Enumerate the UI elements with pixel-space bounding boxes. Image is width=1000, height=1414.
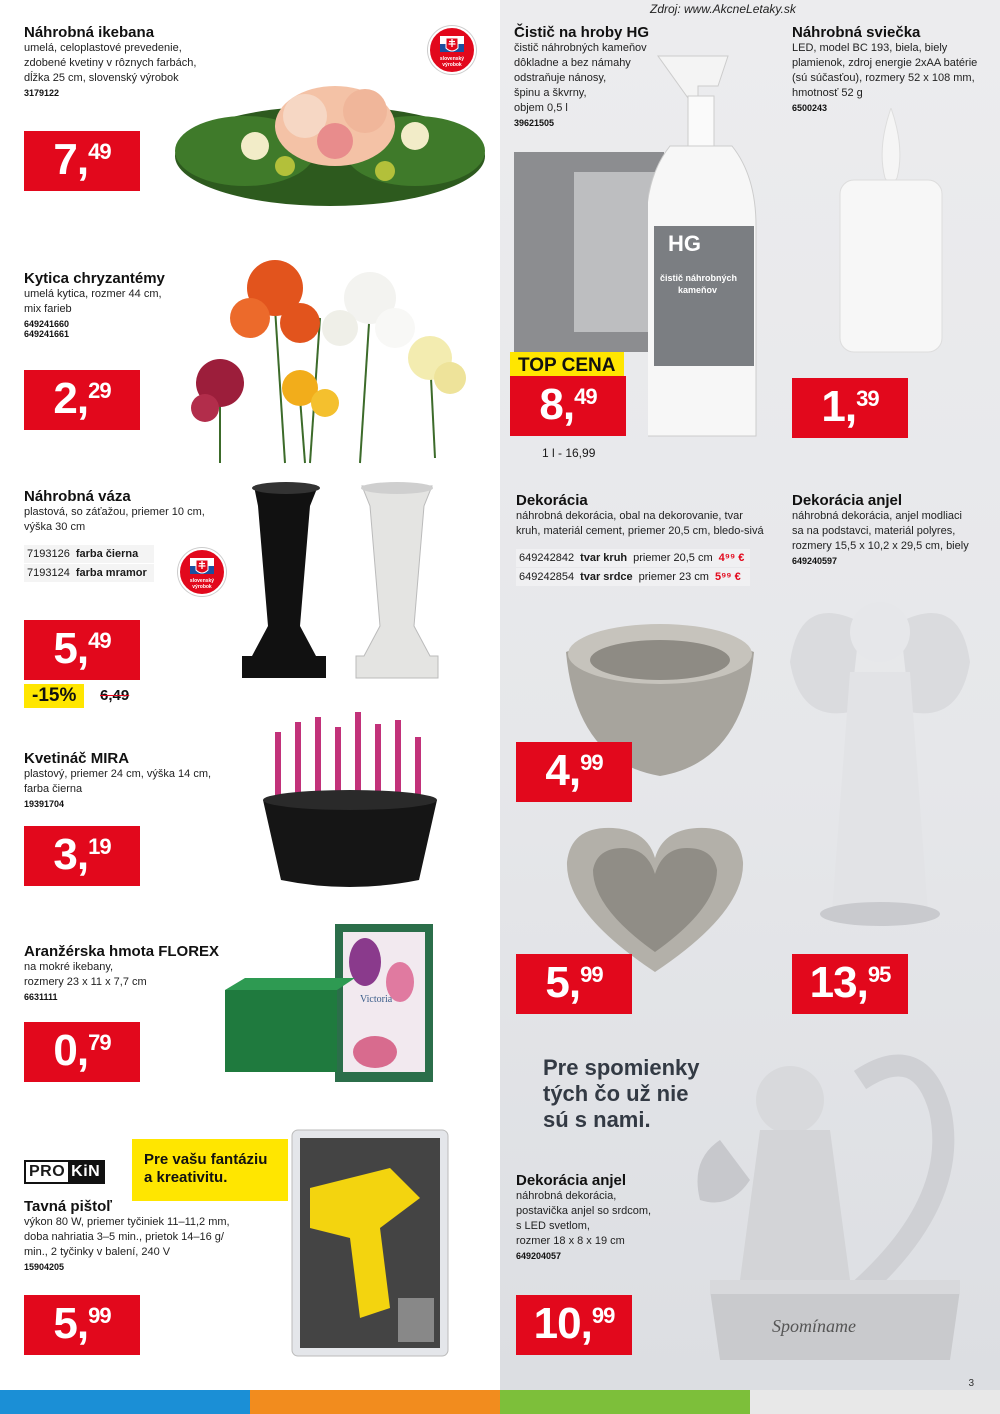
product-code: 649241660 [24, 319, 70, 329]
led-candle-image [836, 108, 946, 358]
product-description: umelá, celoplastové prevedenie, zdobené kvetiny v rôznych farbách, dĺžka 25 cm, slovenský výrobok [24, 42, 197, 84]
price-tag-vaza: 5,49 [24, 620, 140, 680]
product-title: Náhrobná ikebana [24, 24, 155, 41]
product-description: na mokré ikebany, rozmery 23 x 11 x 7,7 cm [24, 961, 147, 988]
product-description: náhrobná dekorácia, postavička anjel so srdcom, s LED svetlom, rozmer 18 x 8 x 19 cm [516, 1190, 652, 1247]
price-tag-dekoracia-srdce: 5,99 [516, 954, 632, 1014]
price-tag-hmota: 0,79 [24, 1022, 140, 1082]
color-bar [0, 1390, 1000, 1414]
product-code: 6500243 [792, 103, 828, 113]
product-code: 649241661 [24, 329, 70, 339]
variant-row: 7193124 farba mramor [24, 564, 154, 582]
creativity-slogan: Pre vašu fantáziu a kreativitu. [132, 1139, 288, 1201]
product-svieca-info [792, 24, 977, 113]
variant-list [516, 549, 750, 586]
product-code: 19391704 [24, 799, 65, 809]
product-code: 3179122 [24, 88, 60, 98]
product-title: Dekorácia [516, 492, 588, 509]
price-tag-pistol: 5,99 [24, 1295, 140, 1355]
product-kytica-info [24, 270, 165, 339]
unit-price: 1 l - 16,99 [542, 446, 596, 460]
price-tag-svieca: 1,39 [792, 378, 908, 438]
gravestone-photo [514, 152, 664, 352]
product-code: 15904205 [24, 1262, 65, 1272]
ikebana-image [165, 56, 495, 226]
product-description: plastový, priemer 24 cm, výška 14 cm, farba čierna [24, 768, 212, 795]
praying-angel-image [790, 582, 970, 942]
price-tag-cistic: 8,49 [510, 376, 626, 436]
product-pistol-info [24, 1198, 230, 1272]
price-tag-kvetinac: 3,19 [24, 826, 140, 886]
product-title: Tavná pištoľ [24, 1198, 113, 1215]
product-description: výkon 80 W, priemer tyčiniek 11–11,2 mm, doba nahriatia 3–5 min., prietok 14–16 g/ min., 2 tyčinky v balení, 240 V [24, 1216, 230, 1258]
price-tag-anjel: 13,95 [792, 954, 908, 1014]
price-tag-anjel2: 10,99 [516, 1295, 632, 1355]
price-tag-kytica: 2,29 [24, 370, 140, 430]
flowerpot-image [255, 712, 445, 892]
variant-row: 7193126 farba čierna [24, 545, 154, 563]
product-title: Kytica chryzantémy [24, 270, 165, 287]
slovak-product-badge: slovenský výrobok [178, 548, 226, 596]
memorial-slogan: Pre spomienky tých čo už nie sú s nami. [543, 1055, 700, 1132]
product-description: plastová, so záťažou, priemer 10 cm, výška 30 cm [24, 506, 205, 533]
slovak-product-badge: slovenský výrobok [428, 26, 476, 74]
color-bar-blue [0, 1390, 250, 1414]
vases-image [240, 478, 450, 693]
glue-gun-image [290, 1128, 450, 1358]
hg-bottle-image [648, 46, 760, 446]
product-kvetinac-info [24, 750, 211, 809]
product-description: náhrobná dekorácia, obal na dekorovanie, tvar kruh, materiál cement, priemer 20,5 cm, bledo-sivá [516, 510, 764, 537]
variant-row: 649242854 tvar srdce priemer 23 cm 5⁹⁹ € [516, 568, 750, 586]
price-tag-dekoracia-kruh: 4,99 [516, 742, 632, 802]
hg-logo-text: HG [668, 231, 701, 256]
engraving-text: Spomíname [772, 1316, 856, 1336]
product-description: čistič náhrobných kameňov dôkladne a bez námahy odstraňuje nánosy, špinu a škvrny, objem 0,5 l [514, 42, 647, 114]
product-code: 649204057 [516, 1251, 562, 1261]
prokin-logo: PRO KiN [24, 1160, 105, 1184]
product-anjel-info [792, 492, 969, 566]
chrysanthemum-image [180, 248, 480, 468]
product-code: 649240597 [792, 556, 838, 566]
florex-brand-label: Victoria [360, 994, 393, 1005]
color-bar-grey [750, 1390, 1000, 1414]
price-tag-ikebana: 7,49 [24, 131, 140, 191]
product-title: Čistič na hroby HG [514, 24, 650, 41]
hg-label-line1: čistič náhrobných [660, 273, 738, 283]
product-cistic-info [514, 24, 649, 128]
product-hmota-info [24, 943, 219, 1002]
color-bar-orange [250, 1390, 500, 1414]
hg-label-line2: kameňov [678, 285, 718, 295]
old-price: 6,49 [100, 687, 130, 704]
color-bar-green [500, 1390, 750, 1414]
product-dekoracia-info [516, 492, 764, 587]
floral-foam-image [225, 922, 435, 1092]
top-price-label: TOP CENA [510, 352, 624, 380]
product-anjel2-info [516, 1172, 651, 1261]
variant-list [24, 545, 154, 582]
page-number: 3 [968, 1378, 974, 1389]
product-title: Aranžérska hmota FLOREX [24, 943, 220, 960]
product-description: umelá kytica, rozmer 44 cm, mix farieb [24, 288, 162, 315]
product-title: Dekorácia anjel [516, 1172, 627, 1189]
product-title: Náhrobná váza [24, 488, 131, 505]
angel-heart-image [690, 1040, 980, 1370]
source-watermark: Zdroj: www.AkcneLetaky.sk [650, 2, 796, 16]
discount-badge: -15% [24, 684, 84, 708]
variant-row: 649242842 tvar kruh priemer 20,5 cm 4⁹⁹ € [516, 549, 750, 567]
product-description: LED, model BC 193, biela, biely plamienok, zdroj energie 2xAA batérie (sú súčasťou), rozmery 52 x 108 mm, hmotnosť 52 g [792, 42, 978, 99]
product-title: Dekorácia anjel [792, 492, 903, 509]
product-code: 6631111 [24, 992, 58, 1002]
product-code: 39621505 [514, 118, 555, 128]
product-title: Kvetináč MIRA [24, 750, 130, 767]
product-title: Náhrobná sviečka [792, 24, 921, 41]
product-description: náhrobná dekorácia, anjel modliaci sa na podstavci, materiál polyres, rozmery 15,5 x 10,2 x 29,5 cm, biely [792, 510, 969, 552]
